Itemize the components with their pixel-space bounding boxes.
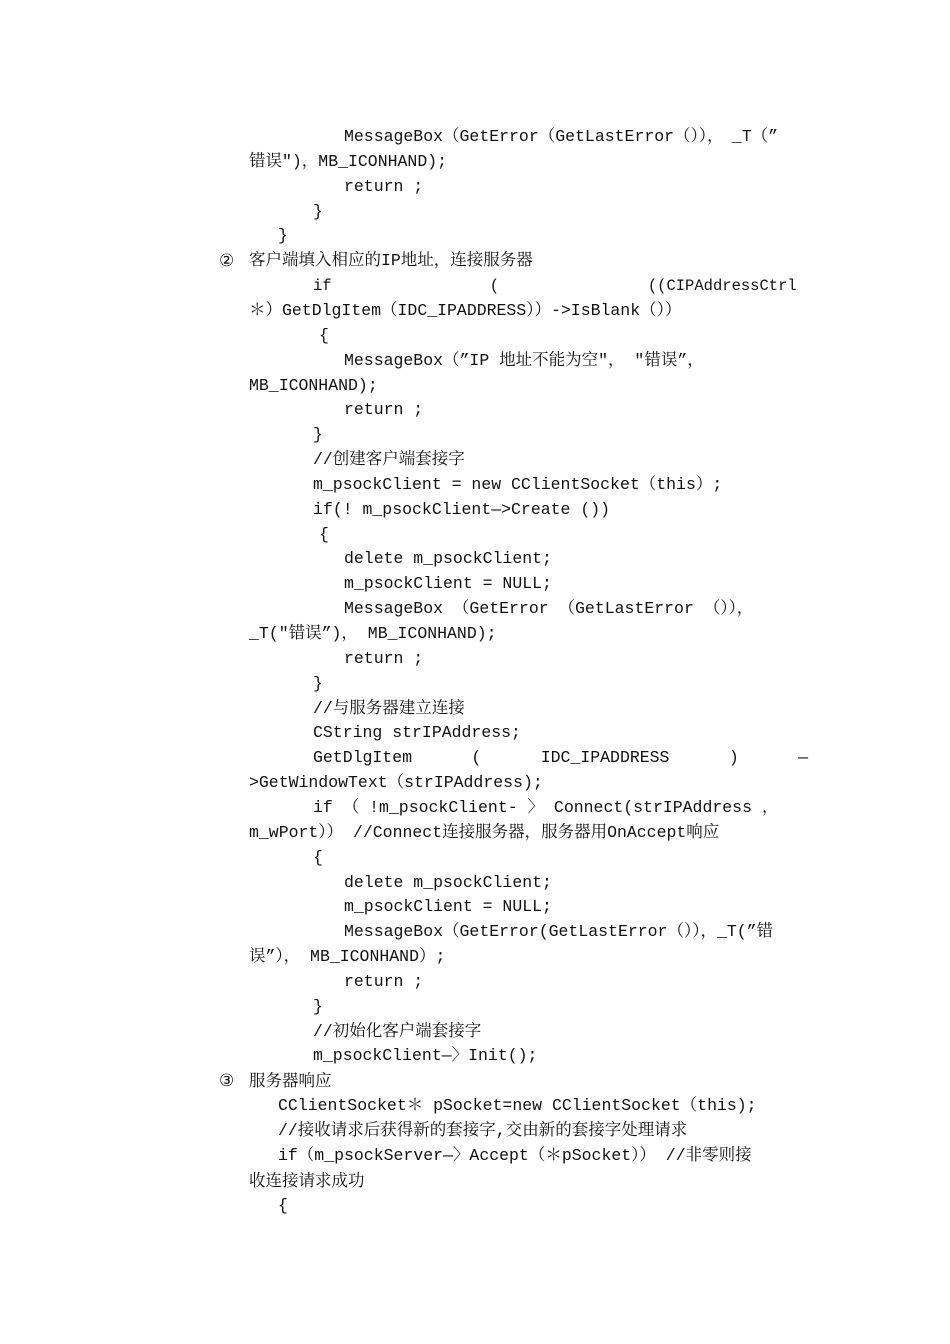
text-line: {: [319, 326, 329, 345]
text-line: m_psockClient = NULL;: [344, 897, 552, 916]
text-line: if（m_psockServer—〉Accept（＊pSocket）） //非零则接: [278, 1146, 752, 1165]
text-line: m_psockClient = new CClientSocket（this）;: [313, 475, 723, 494]
text-line: 错误")，MB_ICONHAND);: [249, 152, 448, 171]
text-line: if ( ((CIPAddressCtrl: [313, 277, 797, 295]
text-line: //初始化客户端套接字: [313, 1022, 482, 1041]
text-line: MessageBox（GetError（GetLastError（））， _T（”: [344, 127, 779, 146]
text-line: MessageBox（”IP 地址不能为空″， ″错误”，: [344, 351, 704, 370]
text-line: //接收请求后获得新的套接字,交由新的套接字处理请求: [278, 1121, 688, 1140]
text-line: //创建客户端套接字: [313, 450, 465, 469]
text-line: 收连接请求成功: [249, 1171, 365, 1190]
text-line: 误”）， MB_ICONHAND）;: [249, 947, 446, 966]
text-line: if （ !m_psockClient- 〉 Connect(strIPAddress ，: [313, 798, 779, 817]
text-line: 服务器响应: [249, 1071, 332, 1090]
text-line: return ;: [344, 972, 424, 991]
text-line: m_psockClient = NULL;: [344, 574, 552, 593]
text-line: //与服务器建立连接: [313, 699, 465, 718]
text-line: _T("错误”)， MB_ICONHAND);: [249, 624, 497, 643]
list-marker: ②: [219, 251, 235, 271]
text-line: delete m_psockClient;: [344, 873, 552, 892]
text-line: {: [319, 525, 329, 544]
text-line: CClientSocket＊ pSocket=new CClientSocket（this);: [278, 1096, 757, 1115]
text-line: delete m_psockClient;: [344, 549, 552, 568]
text-line: m_psockClient—〉Init();: [313, 1046, 538, 1065]
text-line: }: [278, 226, 288, 245]
text-line: }: [313, 425, 323, 444]
text-line: }: [313, 674, 323, 693]
text-line: }: [313, 202, 323, 221]
text-line: MB_ICONHAND);: [249, 376, 378, 395]
text-line: if(! m_psockClient—>Create ()): [313, 500, 611, 519]
text-line: CString strIPAddress;: [313, 723, 521, 742]
text-line: {: [313, 848, 323, 867]
text-line: }: [313, 997, 323, 1016]
text-line: >GetWindowText（strIPAddress);: [249, 773, 543, 792]
text-line: {: [278, 1196, 288, 1215]
list-marker: ③: [219, 1071, 235, 1091]
text-line: GetDlgItem ( IDC_IPADDRESS ) —: [313, 748, 809, 767]
text-line: 客户端填入相应的IP地址，连接服务器: [249, 251, 533, 270]
text-line: return ;: [344, 400, 424, 419]
text-line: return ;: [344, 649, 424, 668]
text-line: return ;: [344, 177, 424, 196]
text-line: ＊）GetDlgItem（IDC_IPADDRESS））->IsBlank（））: [249, 301, 682, 320]
text-line: m_wPort）） //Connect连接服务器，服务器用OnAccept响应: [249, 823, 720, 842]
text-line: MessageBox（GetError(GetLastError（）），_T(”错: [344, 922, 774, 941]
text-line: MessageBox （GetError （GetLastError （）），: [344, 599, 754, 618]
